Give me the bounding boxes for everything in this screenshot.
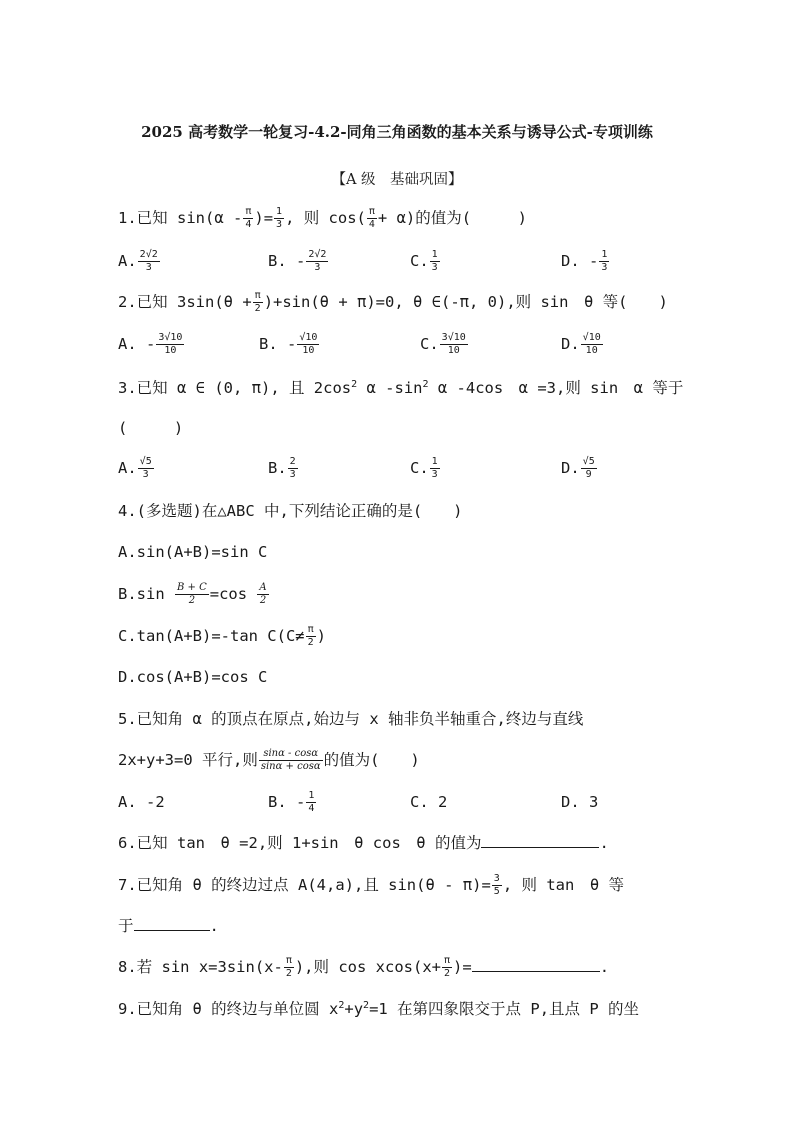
q1-text-a: 1.已知 sin(α - — [118, 209, 243, 227]
q2-frac-pi-2: $\frac{\pi}{2}$ — [254, 290, 261, 314]
q2-option-d: D. $\frac{√10}{10}$ — [561, 332, 601, 356]
q4-option-a: A.sin(A+B)=sin C — [118, 543, 268, 561]
question-5-stem-line2: 2x+y+3=0 平行,则 $\frac{\sin\alpha - \cos\alpha}{\sin\alpha + \cos\alpha}$ 的值为( ) — [118, 748, 420, 772]
q5-option-d: D. 3 — [561, 793, 599, 811]
question-3-stem: 3.已知 α ∈ (0, π), 且 $2\cos^2$ α $-\sin^2$ α -4cos α =3,则 sin α 等于 — [118, 378, 684, 397]
question-7-stem: 7.已知角 θ 的终边过点 A(4,a),且 sin(θ - π)= $\frac{3}{5}$ , 则 tan θ 等 — [118, 873, 624, 897]
q7-answer-blank[interactable] — [134, 914, 210, 931]
q4-option-d: D.cos(A+B)=cos C — [118, 668, 268, 686]
q1-frac-1-3: $\frac{1}{3}$ — [276, 206, 283, 230]
q1-option-c: C. $\frac{1}{3}$ — [410, 249, 438, 273]
q1-option-b: B. - $\frac{2√2}{3}$ — [268, 249, 327, 273]
q3-option-d: D. $\frac{√5}{9}$ — [561, 456, 595, 480]
q5-option-a: A. -2 — [118, 793, 165, 811]
q4-option-b: B.sin $\frac{B + C}{2}$ =cos $\frac{A}{2}$ — [118, 582, 267, 606]
q5-option-c: C. 2 — [410, 793, 448, 811]
document-title: 2025 高考数学一轮复习-4.2-同角三角函数的基本关系与诱导公式-专项训练 — [141, 123, 653, 141]
q1-frac-pi-4: $\frac{\pi}{4}$ — [245, 206, 252, 230]
question-2-stem: 2.已知 3sin(θ + $\frac{\pi}{2}$ )+sin(θ + π)=0, θ ∈(-π, 0),则 sin θ 等( ) — [118, 290, 668, 314]
q1-text-d: + α)的值为( ) — [377, 209, 527, 227]
question-5-stem-line1: 5.已知角 α 的顶点在原点,始边与 x 轴非负半轴重合,终边与直线 — [118, 710, 584, 728]
q1-option-a: A. $\frac{2√2}{3}$ — [118, 249, 158, 273]
q4-option-c: C.tan(A+B)=-tan C(C≠ $\frac{\pi}{2}$ ) — [118, 624, 327, 648]
q3-option-b: B. $\frac{2}{3}$ — [268, 456, 296, 480]
q3-option-a: A. $\frac{√5}{3}$ — [118, 456, 152, 480]
q6-answer-blank[interactable] — [481, 831, 599, 848]
q5-option-b: B. - $\frac{1}{4}$ — [268, 790, 315, 814]
question-4-stem: 4.(多选题)在△ABC 中,下列结论正确的是( ) — [118, 502, 463, 520]
question-3-paren: ( ) — [118, 419, 184, 437]
q5-fraction: $\frac{\sin\alpha - \cos\alpha}{\sin\alpha + \cos\alpha}$ — [260, 748, 321, 772]
q3-option-c: C. $\frac{1}{3}$ — [410, 456, 438, 480]
q8-answer-blank[interactable] — [472, 955, 600, 972]
q2-option-c: C. $\frac{3√10}{10}$ — [420, 332, 466, 356]
q1-option-d: D. - $\frac{1}{3}$ — [561, 249, 608, 273]
question-9-stem: 9.已知角 θ 的终边与单位圆 $x^2+y^2=1$ 在第四象限交于点 P,且点 P 的坐 — [118, 999, 640, 1018]
section-level-heading: 【A 级 基础巩固】 — [331, 172, 463, 188]
q1-text-b: )= — [254, 209, 274, 227]
q2-option-b: B. - $\frac{√10}{10}$ — [259, 332, 318, 356]
q2-option-a: A. - $\frac{3√10}{10}$ — [118, 332, 183, 356]
question-8-stem: 8.若 sin x=3sin(x- $\frac{\pi}{2}$ ),则 cos xcos(x+ $\frac{\pi}{2}$ )= . — [118, 955, 610, 979]
q1-frac-pi-4b: $\frac{\pi}{4}$ — [368, 206, 375, 230]
q1-text-c: , 则 cos( — [285, 209, 366, 227]
question-7-stem-line2: 于 . — [118, 914, 219, 938]
question-6-stem: 6.已知 tan θ =2,则 1+sin θ cos θ 的值为 . — [118, 831, 609, 855]
question-1-stem — [118, 206, 527, 231]
